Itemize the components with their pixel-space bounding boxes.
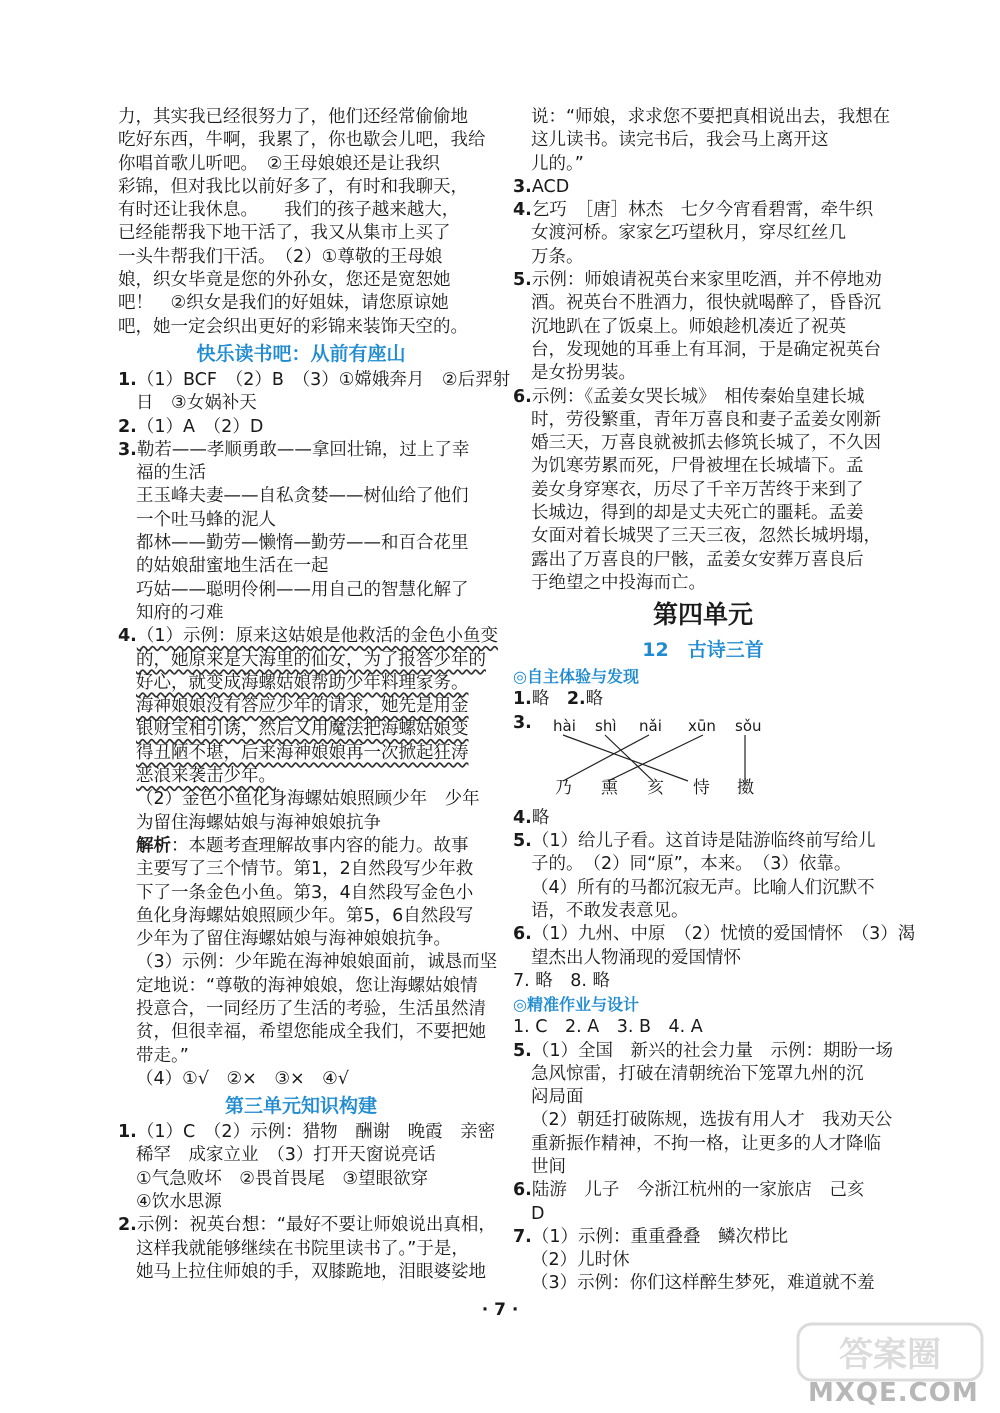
- pinyin-label: sǒu: [735, 716, 762, 735]
- wavy-underlined-text: 的，她原来是大海里的仙女，为了报答少年的: [136, 649, 486, 670]
- wavy-underlined-text: 海神娘娘没有答应少年的请求，她先是用金: [136, 696, 469, 717]
- answer-line: [118, 1121, 496, 1144]
- answer-text: 略: [531, 807, 550, 828]
- analysis-text: 主要写了三个情节。第1，2自然段写少年救: [136, 859, 474, 880]
- answer-line: [118, 649, 484, 672]
- watermark-url: MXQE.COM: [808, 1378, 979, 1408]
- answer-line: [513, 807, 893, 830]
- text-line: 有时还让我休息。 我们的孩子越来越大，: [118, 200, 460, 221]
- pinyin-label: xūn: [688, 716, 716, 735]
- question-number: 5.: [513, 831, 532, 852]
- answer-text: 望杰出人物涌现的爱国情怀: [531, 947, 741, 968]
- analysis-text: ：本题考查理解故事内容的能力。故事: [171, 835, 469, 856]
- answer-line: [118, 742, 484, 765]
- answer-line: [118, 439, 484, 462]
- answer-text: 儿的。”: [531, 153, 584, 174]
- answer-text: 带走。”: [136, 1045, 189, 1066]
- answer-text: 略: [585, 689, 604, 710]
- answer-line: [513, 1179, 893, 1202]
- answer-text: 她马上拉住师娘的手，双膝跪地，泪眼婆娑地: [136, 1261, 486, 1282]
- pinyin-label: nǎi: [639, 716, 662, 735]
- text-line: 你唱首歌儿听吧。 ②王母娘娘还是让我织: [118, 153, 440, 174]
- answer-text: 时，劳役繁重，青年万喜良和妻子孟姜女刚新: [531, 409, 881, 430]
- question-number: 3.: [513, 712, 532, 733]
- answer-text: 王玉峰夫妻——自私贪婪——树仙给了他们: [136, 486, 469, 507]
- answer-text: 酒。祝英台不胜酒力，很快就喝醉了，昏昏沉: [531, 293, 881, 314]
- answer-text: 为留住海螺姑娘与海神娘娘抗争: [136, 812, 381, 833]
- hanzi-label: 亥: [647, 777, 664, 798]
- answer-text: 略: [531, 689, 567, 710]
- answer-line: [513, 830, 893, 853]
- answer-text: 这儿读书。读完书后，我会马上离开这: [531, 130, 829, 151]
- answer-text: 的姑娘甜蜜地生活在一起: [136, 556, 329, 577]
- answer-text: （4）①√ ②× ③× ④√: [136, 1068, 350, 1089]
- hanzi-label: 擞: [737, 777, 754, 798]
- lesson-title: 12 古诗三首: [642, 639, 764, 662]
- answer-text: 语，不敢发表意见。: [531, 901, 689, 922]
- answer-line: [118, 695, 484, 718]
- question-number: 2.: [118, 416, 137, 437]
- text-line: 已经能帮我下地干活了，我又从集市上买了: [118, 223, 451, 244]
- answer-text: （2）朝廷打破陈规，选拔有用人才 我劝天公: [531, 1110, 893, 1131]
- answer-text: 长城边，得到的却是丈夫死亡的噩耗。孟姜: [531, 503, 864, 524]
- answer-line: [118, 625, 498, 648]
- text-line: 一头牛帮我们干活。 （2）①尊敬的王母娘: [118, 246, 443, 267]
- answer-text: （2）金色小鱼化身海螺姑娘照顾少年 少年: [136, 789, 480, 810]
- answer-text: （3）示例：你们这样醉生梦死，难道就不羞: [531, 1273, 875, 1294]
- subsection-heading-practice: ◎精准作业与设计: [513, 995, 639, 1015]
- page-number: · 7 ·: [481, 1300, 519, 1320]
- answer-text: 台，发现她的耳垂上有耳洞，于是确定祝英台: [531, 339, 881, 360]
- answer-text: 女面对着长城哭了三天三夜，忽然长城坍塌，: [531, 526, 881, 547]
- answer-text: 定地说：“尊敬的海神娘娘，您让海螺姑娘情: [136, 975, 478, 996]
- answer-text: 急风惊雷，打破在清朝统治下笼罩九州的沉: [531, 1063, 864, 1084]
- answer-text: 于绝望之中投海而亡。: [531, 572, 706, 593]
- answer-line: [513, 269, 893, 292]
- pinyin-label: shì: [595, 716, 617, 735]
- question-number: 6.: [513, 924, 532, 945]
- answer-text: 沉地趴在了饭桌上。师娘趁机凑近了祝英: [531, 316, 846, 337]
- unit-title: 第四单元: [652, 600, 753, 630]
- answer-line: [513, 1226, 893, 1249]
- answer-text: 日 ③女娲补天: [136, 393, 257, 414]
- answer-line: [118, 369, 511, 392]
- analysis-text: 少年为了留住海螺姑娘与海神娘娘抗争。: [136, 929, 451, 950]
- question-number: 6.: [513, 386, 532, 407]
- answer-text: （1）全国 新兴的社会力量 示例：期盼一场: [531, 1040, 893, 1061]
- answer-text: 这样我就能够继续在书院里读书了。”于是，: [136, 1238, 469, 1259]
- answer-text: 万条。: [531, 246, 584, 267]
- answer-text: 投意合，一同经历了生活的考验，生活虽然清: [136, 998, 486, 1019]
- text-line: 吧！ ②织女是我们的好姐妹，请您原谅她: [118, 293, 449, 314]
- question-number: 4.: [118, 626, 137, 647]
- answer-text: D: [531, 1203, 545, 1224]
- answer-line: [513, 386, 893, 409]
- match-line: [563, 735, 649, 781]
- hanzi-label: 乃: [555, 777, 572, 798]
- question-number: 1.: [118, 369, 137, 390]
- answer-text: 福的生活: [136, 463, 206, 484]
- answer-text: 7. 略 8. 略: [513, 970, 611, 991]
- wavy-underlined-text: 银财宝相引诱，然后又用魔法把海螺姑娘变: [136, 719, 469, 740]
- answer-text: 贫，但很幸福，希望您能成全我们，不要把她: [136, 1022, 486, 1043]
- answer-text: 露出了万喜良的尸骸，孟姜女安葬万喜良后: [531, 549, 864, 570]
- analysis-text: 下了一条金色小鱼。第3，4自然段写金色小: [136, 882, 474, 903]
- question-number: 7.: [513, 1226, 532, 1247]
- left-column: [118, 106, 511, 1284]
- question-number: 4.: [513, 807, 532, 828]
- question-number: 5.: [513, 1040, 532, 1061]
- answer-text: （3）示例：少年跪在海神娘娘面前，诚恳而坚: [136, 952, 498, 973]
- answer-text: 世间: [531, 1156, 566, 1177]
- answer-text: 勒若——孝顺勇敢——拿回壮锦，过上了幸: [136, 439, 470, 460]
- answer-text: 示例：《孟姜女哭长城》 相传秦始皇建长城: [531, 386, 865, 407]
- answer-text: 重新振作精神，不拘一格，让更多的人才降临: [531, 1133, 881, 1154]
- section-heading-unit3: 第三单元知识构建: [224, 1095, 377, 1118]
- answer-text: （1）给儿子看。这首诗是陆游临终前写给儿: [531, 831, 876, 852]
- answer-text: 子的。 （2）同“原”，本来。 （3）依靠。: [531, 854, 852, 875]
- answer-text: （1）BCF （2）B （3）①嫦娥奔月 ②后羿射: [136, 369, 511, 390]
- answer-line: [118, 718, 484, 741]
- answer-text: 是女扮男装。: [531, 363, 636, 384]
- answer-text: 姜女身穿寒衣，历尽了千辛万苦终于来到了: [531, 479, 864, 500]
- answer-text: （2）儿时休: [531, 1250, 630, 1271]
- question-number: 2.: [566, 689, 586, 710]
- answer-line: [118, 1214, 496, 1237]
- answer-text: 巧姑——聪明伶俐——用自己的智慧化解了: [136, 579, 469, 600]
- answer-text: 乞巧 ［唐］林杰 七夕今宵看碧霄，牵牛织: [531, 200, 874, 221]
- wavy-underlined-text: 得丑陋不堪，后来海神娘娘再一次掀起狂涛: [136, 742, 469, 763]
- section-heading-reading: 快乐读书吧：从前有座山: [196, 342, 406, 365]
- question-number: 1.: [118, 1122, 137, 1143]
- answer-line: [513, 199, 893, 222]
- answer-text: （1）C （2）示例：猎物 酬谢 晚霞 亲密: [136, 1122, 496, 1143]
- wavy-underlined-text: 好心，就变成海螺姑娘帮助少年料理家务。: [136, 672, 469, 693]
- hanzi-label: 恃: [693, 777, 710, 798]
- matching-lines: [553, 715, 803, 807]
- answer-text: 陆游 儿子 今浙江杭州的一家旅店 己亥: [531, 1180, 865, 1201]
- answer-text: 为饥寒劳累而死，尸骨被埋在长城墙下。孟: [531, 456, 864, 477]
- answer-text: 闷局面: [531, 1087, 584, 1108]
- question-number: 5.: [513, 270, 532, 291]
- answer-text: （1）A （2）D: [136, 416, 264, 437]
- pinyin-label: hài: [553, 716, 576, 735]
- analysis-line: [118, 835, 484, 858]
- match-line: [605, 735, 653, 781]
- question-number: 4.: [513, 200, 532, 221]
- answer-line: [118, 765, 484, 788]
- answer-text: 都林——勤劳—懒惰—勤劳——和百合花里: [136, 533, 469, 554]
- answer-text: （1）示例：重重叠叠 鳞次栉比: [531, 1226, 788, 1247]
- answer-line: [513, 176, 893, 199]
- hanzi-label: 熏: [601, 777, 618, 798]
- text-line: 吃好东西，牛啊，我累了，你也歇会儿吧，我给: [118, 130, 486, 151]
- intro-block: [118, 106, 484, 339]
- answer-text: 婚三天，万喜良就被抓去修筑长城了，不久因: [531, 433, 881, 454]
- text-line: 彩锦，但对我比以前好多了，有时和我聊天，: [118, 176, 468, 197]
- answer-text: （1）九州、中原 （2）忧愤的爱国情怀 （3）渴: [531, 924, 916, 945]
- match-line: [608, 735, 703, 781]
- question-number: 6.: [513, 1180, 532, 1201]
- text-line: 娘，织女毕竟是您的外孙女，您还是宽恕她: [118, 270, 451, 291]
- pinyin-matching-diagram: [553, 715, 803, 807]
- subsection-heading-self-study: ◎自主体验与发现: [513, 667, 639, 687]
- answer-text: 示例：祝英台想：“最好不要让师娘说出真相，: [136, 1215, 496, 1236]
- answer-line: [118, 672, 484, 695]
- answer-text: ④饮水思源: [136, 1192, 222, 1213]
- answer-text: （4）所有的马都沉寂无声。比喻人们沉默不: [531, 877, 875, 898]
- question-number: 3.: [513, 176, 532, 197]
- answer-line: [513, 1040, 893, 1063]
- answer-text: 稀罕 成家立业 （3）打开天窗说亮话: [136, 1145, 436, 1166]
- match-line: [563, 735, 688, 781]
- answer-line: [513, 688, 893, 711]
- text-line: 力，其实我已经很努力了，他们还经常偷偷地: [118, 107, 468, 127]
- text-line: 吧，她一定会织出更好的彩锦来装饰天空的。: [118, 316, 468, 337]
- watermark-logo-text: 答案圈: [839, 1335, 941, 1375]
- answer-text: 知府的刁难: [136, 602, 224, 623]
- answer-text: 一个吐马蜂的泥人: [136, 509, 276, 530]
- answer-line: [118, 416, 484, 439]
- question-number: 2.: [118, 1215, 137, 1236]
- answer-line: [513, 923, 916, 946]
- answer-text: 示例：师娘请祝英台来家里吃酒，并不停地劝: [531, 270, 882, 291]
- analysis-text: 鱼化身海螺姑娘照顾少年。第5，6自然段写: [136, 905, 474, 926]
- right-column: [513, 106, 916, 1296]
- analysis-label: 解析: [136, 835, 171, 856]
- wavy-underlined-text: （1）示例：原来这姑娘是他救活的金色小鱼变: [136, 626, 498, 647]
- question-number: 3.: [118, 439, 137, 460]
- wavy-underlined-text: 恶浪来袭击少年。: [136, 766, 276, 787]
- answer-text: 1. C 2. A 3. B 4. A: [513, 1017, 703, 1038]
- answer-text: 说：“师娘，求求您不要把真相说出去，我想在: [531, 107, 891, 127]
- answer-text: 女渡河桥。家家乞巧望秋月，穿尽红丝几: [531, 223, 846, 244]
- answer-text: ①气急败坏 ②畏首畏尾 ③望眼欲穿: [136, 1168, 429, 1189]
- question-number: 1.: [513, 689, 532, 710]
- answer-text: ACD: [531, 176, 570, 197]
